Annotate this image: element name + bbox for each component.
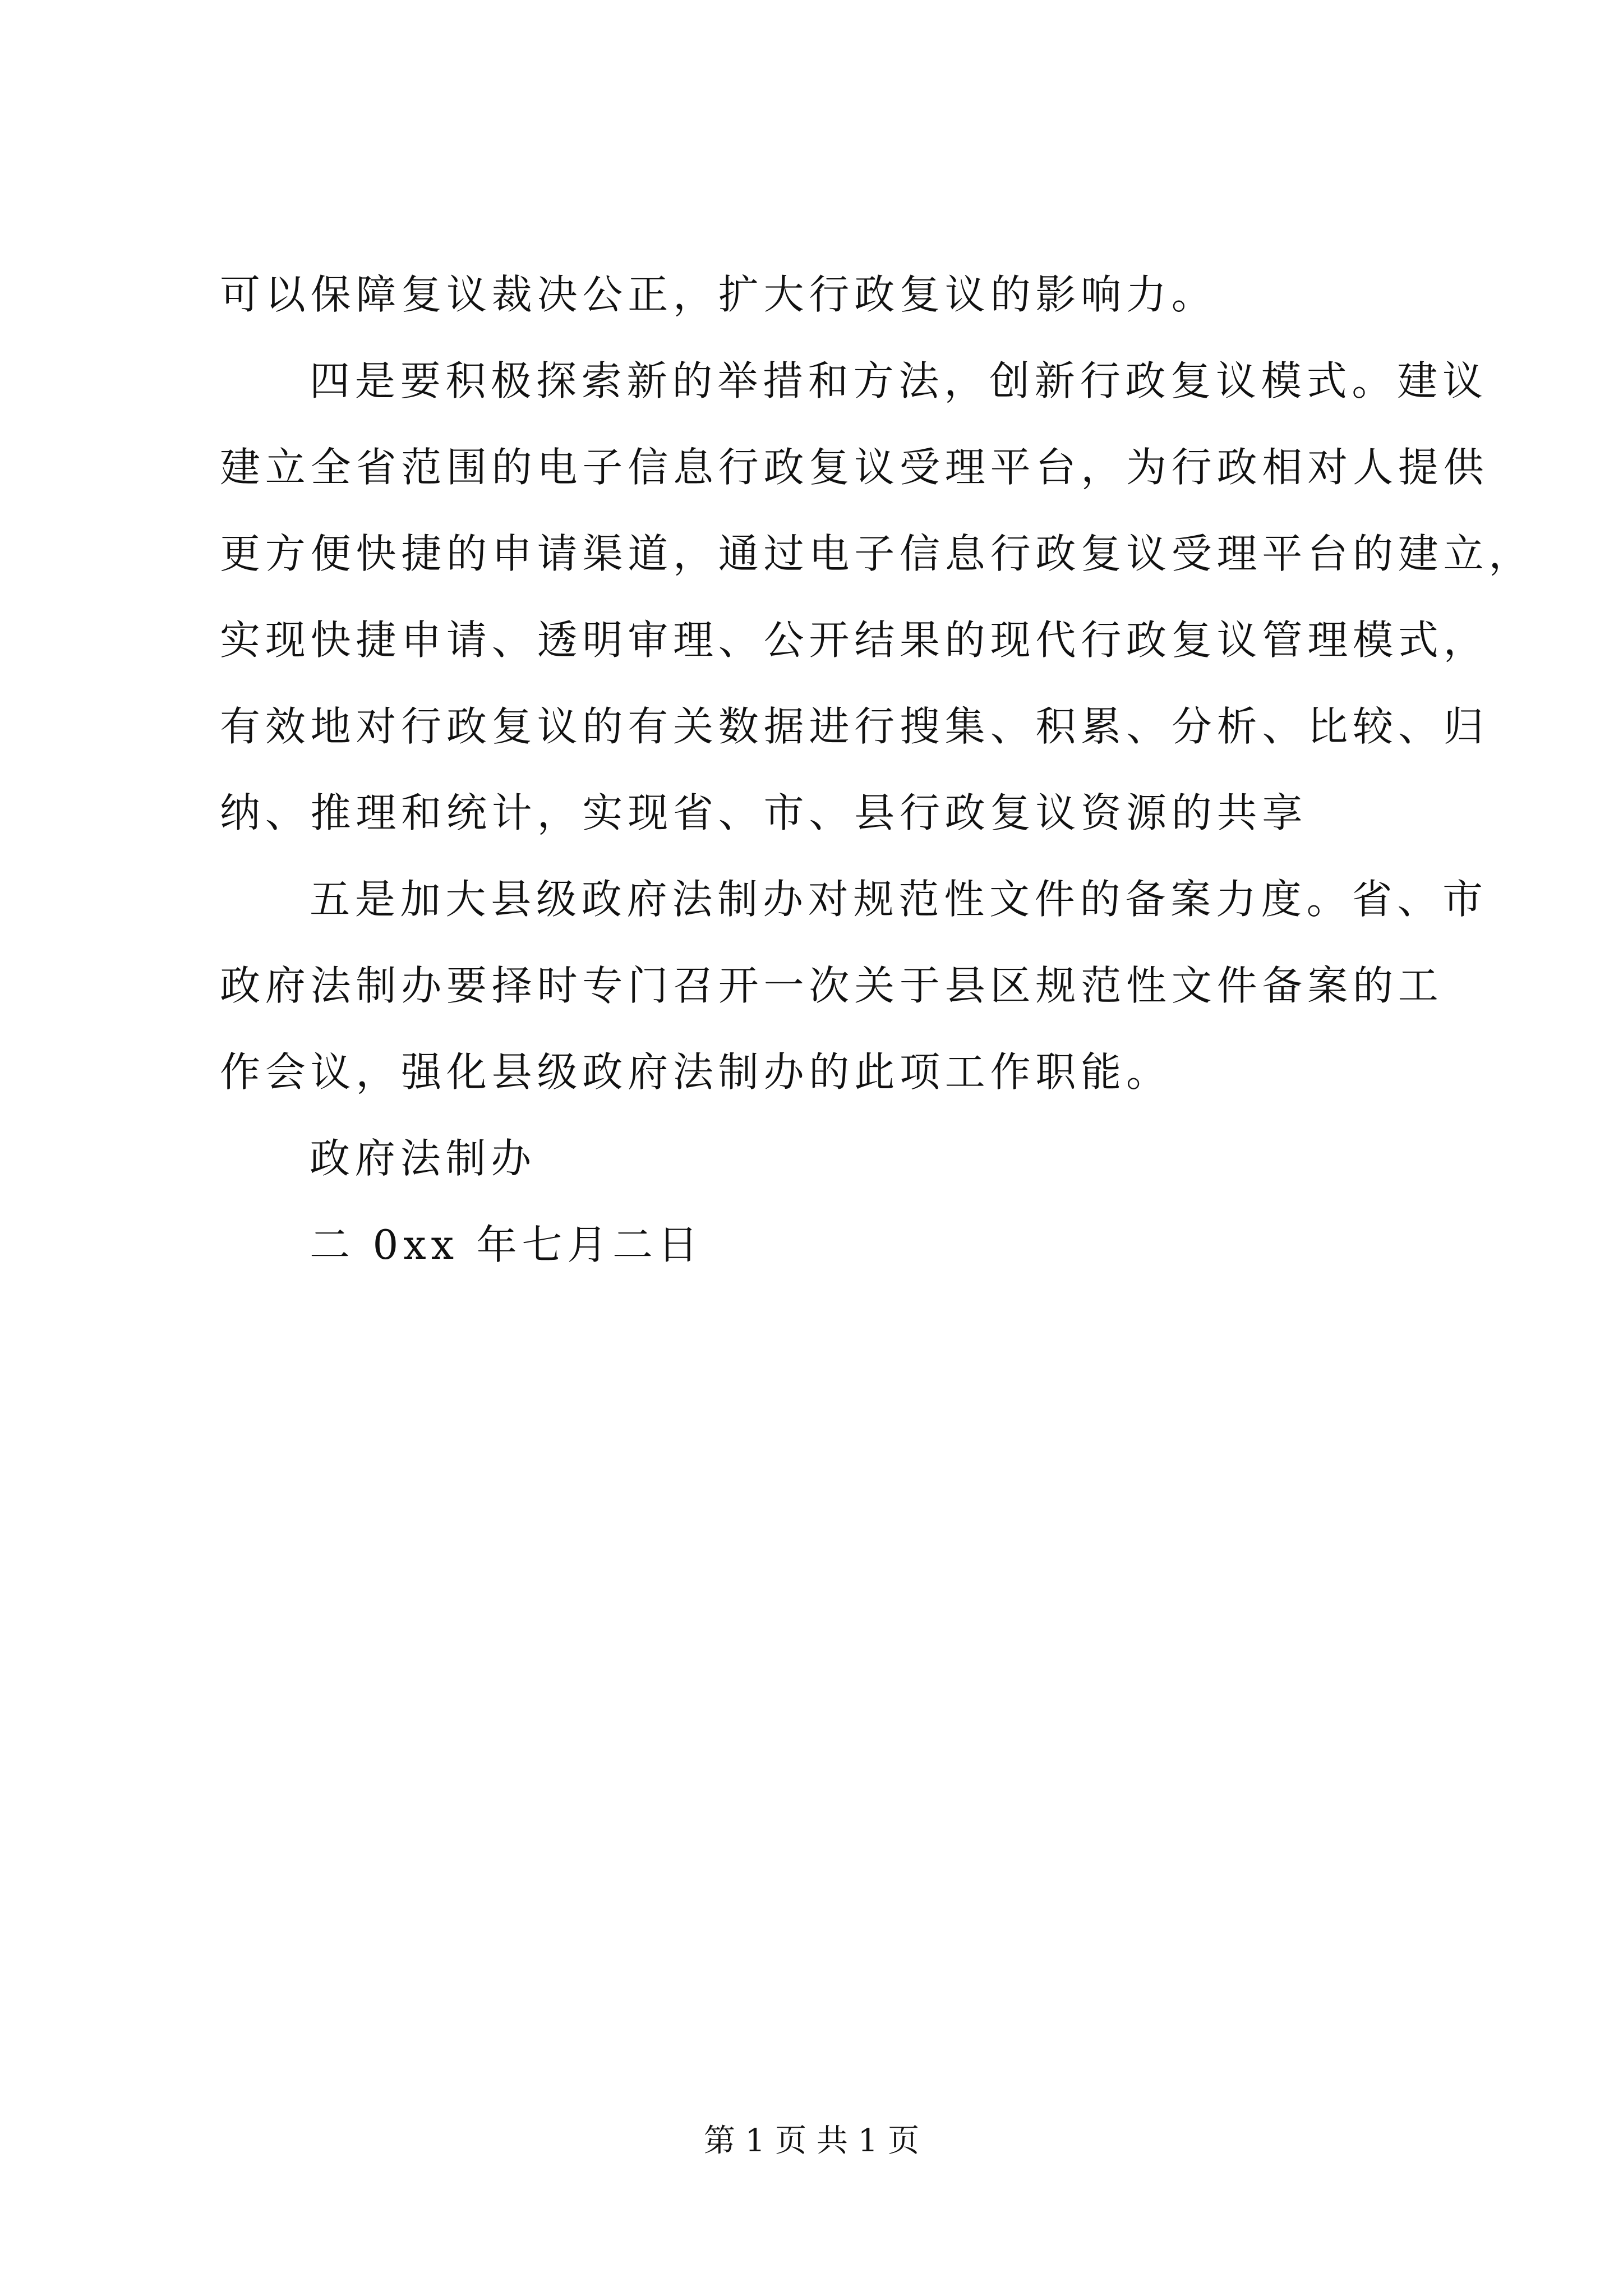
paragraph-line: 政府法制办要择时专门召开一次关于县区规范性文件备案的工 (220, 962, 1444, 1009)
paragraph-line: 四是要积极探索新的举措和方法，创新行政复议模式。建议 (310, 357, 1488, 404)
paragraph-line: 建立全省范围的电子信息行政复议受理平台，为行政相对人提供 (220, 444, 1489, 491)
paragraph-line: 纳、推理和统计，实现省、市、县行政复议资源的共享 (220, 789, 1308, 836)
paragraph-line: 实现快捷申请、透明审理、公开结果的现代行政复议管理模式， (220, 616, 1489, 664)
signature-organization: 政府法制办 (310, 1135, 537, 1182)
document-body (220, 251, 1534, 1288)
paragraph-line: 作会议，强化县级政府法制办的此项工作职能。 (220, 1048, 1172, 1096)
paragraph-line: 有效地对行政复议的有关数据进行搜集、积累、分析、比较、归 (220, 703, 1489, 750)
paragraph-line: 更方便快捷的申请渠道，通过电子信息行政复议受理平台的建立， (220, 530, 1534, 577)
page-footer: 第 1 页 共 1 页 (703, 2123, 920, 2159)
paragraph-line: 可以保障复议裁决公正，扩大行政复议的影响力。 (220, 271, 1217, 318)
paragraph-line: 五是加大县级政府法制办对规范性文件的备案力度。省、市 (310, 876, 1488, 923)
signature-date: 二 0xx 年七月二日 (310, 1221, 703, 1268)
